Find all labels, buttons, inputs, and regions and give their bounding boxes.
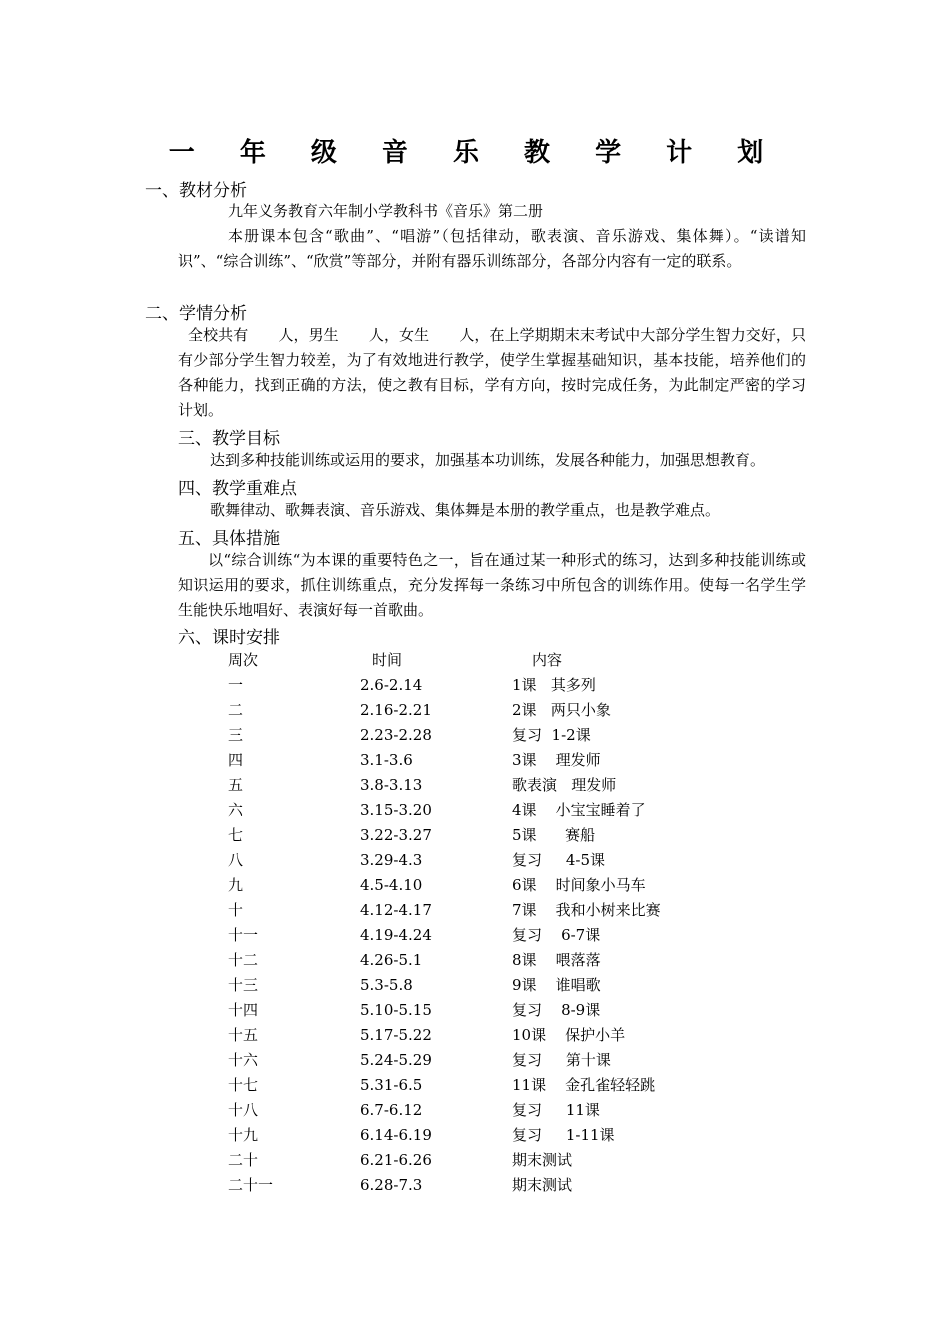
content-cell: 1课 其多列 bbox=[512, 676, 596, 694]
time-cell: 2.16-2.21 bbox=[360, 701, 432, 719]
table-row bbox=[228, 673, 661, 698]
time-cell: 4.26-5.1 bbox=[360, 951, 423, 969]
time-cell: 5.24-5.29 bbox=[360, 1051, 432, 1069]
table-row bbox=[228, 748, 661, 773]
content-cell: 复习 1-2课 bbox=[512, 726, 591, 744]
table-row bbox=[228, 823, 661, 848]
content-cell: 复习 8-9课 bbox=[512, 1001, 601, 1019]
time-cell: 4.5-4.10 bbox=[360, 876, 423, 894]
time-cell: 2.6-2.14 bbox=[360, 676, 423, 694]
table-row bbox=[228, 1048, 661, 1073]
table-row bbox=[228, 1148, 661, 1173]
time-cell: 5.17-5.22 bbox=[360, 1026, 432, 1044]
time-cell: 5.31-6.5 bbox=[360, 1076, 423, 1094]
table-row bbox=[228, 773, 661, 798]
time-cell: 3.15-3.20 bbox=[360, 801, 432, 819]
section-heading-measures: 五、具体措施 bbox=[178, 529, 280, 549]
teaching-goals-text: 达到多种技能训练或运用的要求，加强基本功训练，发展各种能力，加强思想教育。 bbox=[210, 451, 766, 469]
content-cell: 4课 小宝宝睡着了 bbox=[512, 801, 646, 819]
section-heading-student-analysis: 二、学情分析 bbox=[145, 304, 247, 324]
time-cell: 5.3-5.8 bbox=[360, 976, 413, 994]
column-header-time: 时间 bbox=[372, 651, 403, 669]
content-cell: 期末测试 bbox=[512, 1176, 573, 1194]
week-cell: 十 bbox=[228, 901, 244, 919]
table-row bbox=[228, 1073, 661, 1098]
time-cell: 3.1-3.6 bbox=[360, 751, 413, 769]
content-cell: 复习 11课 bbox=[512, 1101, 600, 1119]
table-row bbox=[228, 1098, 661, 1123]
week-cell: 二十 bbox=[228, 1151, 259, 1169]
schedule-rows bbox=[228, 673, 661, 1198]
table-row bbox=[228, 898, 661, 923]
time-cell: 6.28-7.3 bbox=[360, 1176, 423, 1194]
table-row bbox=[228, 998, 661, 1023]
week-cell: 三 bbox=[228, 726, 244, 744]
content-cell: 6课 时间象小马车 bbox=[512, 876, 646, 894]
table-row bbox=[228, 948, 661, 973]
student-analysis-text: 全校共有 人，男生 人，女生 人，在上学期期末末考试中大部分学生智力交好，只有少部分学生智力较差，为了有效地进行教学，使学生掌握基础知识，基本技能，培养他们的各种能力，找到正确的方法，使之教有目标，学有方向，按时完成任务，为此制定严密的学习计划。 bbox=[178, 326, 806, 419]
section-heading-teaching-goals: 三、教学目标 bbox=[178, 429, 280, 449]
column-header-week: 周次 bbox=[228, 651, 259, 669]
week-cell: 十五 bbox=[228, 1026, 259, 1044]
content-cell: 10课 保护小羊 bbox=[512, 1026, 626, 1044]
time-cell: 4.12-4.17 bbox=[360, 901, 432, 919]
table-row bbox=[228, 873, 661, 898]
content-cell: 5课 赛船 bbox=[512, 826, 596, 844]
week-cell: 十九 bbox=[228, 1126, 259, 1144]
content-cell: 8课 喂落落 bbox=[512, 951, 601, 969]
key-points-text: 歌舞律动、歌舞表演、音乐游戏、集体舞是本册的教学重点，也是教学难点。 bbox=[210, 501, 721, 519]
table-row bbox=[228, 1123, 661, 1148]
table-row bbox=[228, 798, 661, 823]
section-heading-schedule: 六、课时安排 bbox=[178, 628, 280, 648]
schedule-header-row bbox=[228, 648, 661, 673]
week-cell: 五 bbox=[228, 776, 244, 794]
week-cell: 十七 bbox=[228, 1076, 259, 1094]
time-cell: 6.21-6.26 bbox=[360, 1151, 432, 1169]
week-cell: 十一 bbox=[228, 926, 259, 944]
week-cell: 二十一 bbox=[228, 1176, 274, 1194]
content-cell: 歌表演 理发师 bbox=[512, 776, 617, 794]
table-row bbox=[228, 723, 661, 748]
table-row bbox=[228, 1173, 661, 1198]
time-cell: 4.19-4.24 bbox=[360, 926, 432, 944]
content-cell: 复习 4-5课 bbox=[512, 851, 605, 869]
week-cell: 十六 bbox=[228, 1051, 259, 1069]
textbook-name-line: 九年义务教育六年制小学教科书《音乐》第二册 bbox=[228, 202, 544, 220]
textbook-description: 本册课本包含“歌曲”、“唱游”（包括律动，歌表演、音乐游戏、集体舞）。“读谱知识”、“综合训练”、“欣赏”等部分，并附有器乐训练部分，各部分内容有一定的联系。 bbox=[178, 227, 806, 270]
time-cell: 3.29-4.3 bbox=[360, 851, 423, 869]
week-cell: 十二 bbox=[228, 951, 259, 969]
week-cell: 六 bbox=[228, 801, 244, 819]
time-cell: 6.7-6.12 bbox=[360, 1101, 423, 1119]
content-cell: 复习 6-7课 bbox=[512, 926, 601, 944]
table-row bbox=[228, 923, 661, 948]
week-cell: 九 bbox=[228, 876, 244, 894]
time-cell: 5.10-5.15 bbox=[360, 1001, 432, 1019]
content-cell: 3课 理发师 bbox=[512, 751, 601, 769]
week-cell: 七 bbox=[228, 826, 244, 844]
week-cell: 二 bbox=[228, 701, 244, 719]
content-cell: 复习 第十课 bbox=[512, 1051, 611, 1069]
time-cell: 6.14-6.19 bbox=[360, 1126, 432, 1144]
time-cell: 3.8-3.13 bbox=[360, 776, 423, 794]
schedule-table bbox=[228, 648, 661, 1198]
content-cell: 7课 我和小树来比赛 bbox=[512, 901, 661, 919]
table-row bbox=[228, 973, 661, 998]
content-cell: 11课 金孔雀轻轻跳 bbox=[512, 1076, 656, 1094]
time-cell: 3.22-3.27 bbox=[360, 826, 432, 844]
table-row bbox=[228, 848, 661, 873]
week-cell: 十八 bbox=[228, 1101, 259, 1119]
table-row bbox=[228, 1023, 661, 1048]
time-cell: 2.23-2.28 bbox=[360, 726, 432, 744]
content-cell: 复习 1-11课 bbox=[512, 1126, 615, 1144]
measures-text: 以“综合训练“为本课的重要特色之一，旨在通过某一种形式的练习，达到多种技能训练或知识运用的要求，抓住训练重点，充分发挥每一条练习中所包含的训练作用。使每一名学生学生能快乐地唱好、表演好每一首歌曲。 bbox=[178, 551, 806, 619]
week-cell: 四 bbox=[228, 751, 244, 769]
week-cell: 十四 bbox=[228, 1001, 259, 1019]
content-cell: 2课 两只小象 bbox=[512, 701, 611, 719]
content-cell: 期末测试 bbox=[512, 1151, 573, 1169]
column-header-content: 内容 bbox=[532, 651, 563, 669]
content-cell: 9课 谁唱歌 bbox=[512, 976, 601, 994]
week-cell: 十三 bbox=[228, 976, 259, 994]
week-cell: 一 bbox=[228, 676, 244, 694]
week-cell: 八 bbox=[228, 851, 244, 869]
section-heading-textbook-analysis: 一、教材分析 bbox=[145, 181, 247, 201]
section-heading-key-points: 四、教学重难点 bbox=[178, 479, 297, 499]
document-title: 一 年 级 音 乐 教 学 计 划 bbox=[168, 138, 782, 168]
table-row bbox=[228, 698, 661, 723]
